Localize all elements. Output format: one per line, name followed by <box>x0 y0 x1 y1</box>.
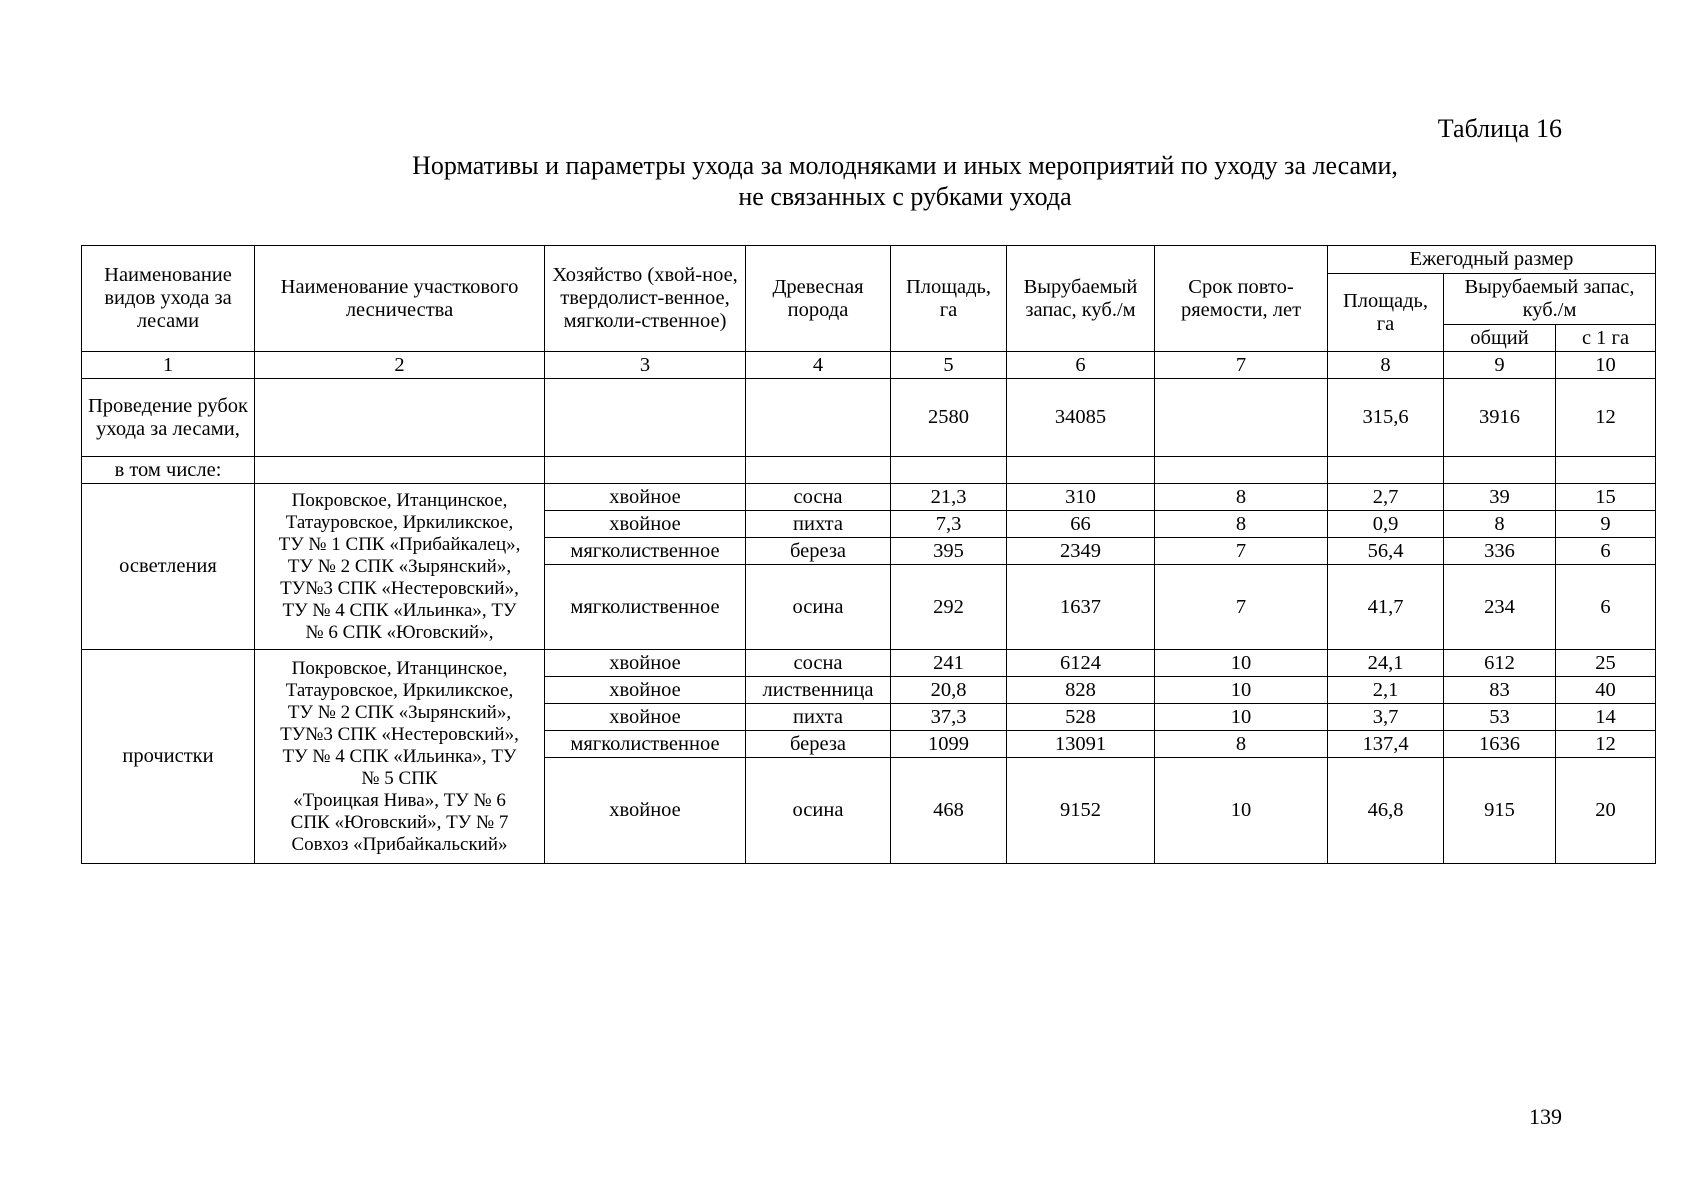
header-col3: Хозяйство (хвой-ное, твердолист-венное, мягколи-ственное) <box>545 246 746 352</box>
area: 37,3 <box>891 704 1007 731</box>
header-col4: Древесная порода <box>746 246 891 352</box>
forestry-list: Покровское, Итанцинское, Татауровское, Иркиликское, ТУ № 1 СПК «Прибайкалец», ТУ № 2 СПК «Зырянский», ТУ№3 СПК «Нестеровский», ТУ № 4 СПК «Ильинка», ТУ № 6 СПК «Юговский», <box>255 484 545 650</box>
period: 8 <box>1155 511 1328 538</box>
period: 7 <box>1155 538 1328 565</box>
area: 20,8 <box>891 677 1007 704</box>
farm-type: хвойное <box>545 704 746 731</box>
header-per-ha: с 1 га <box>1556 325 1656 352</box>
per-ha: 20 <box>1556 758 1656 864</box>
annual-area: 41,7 <box>1328 565 1444 650</box>
annual-area: 56,4 <box>1328 538 1444 565</box>
area: 21,3 <box>891 484 1007 511</box>
per-ha: 9 <box>1556 511 1656 538</box>
per-ha: 40 <box>1556 677 1656 704</box>
col-number: 1 <box>82 352 255 379</box>
annual-total: 8 <box>1444 511 1556 538</box>
header-col6: Вырубаемый запас, куб./м <box>1007 246 1155 352</box>
per-ha: 12 <box>1556 731 1656 758</box>
table-row <box>82 379 1656 457</box>
annual-total: 83 <box>1444 677 1556 704</box>
species: осина <box>746 758 891 864</box>
area: 7,3 <box>891 511 1007 538</box>
period: 10 <box>1155 677 1328 704</box>
header-col7: Срок повто-ряемости, лет <box>1155 246 1328 352</box>
table-row <box>82 484 1656 511</box>
period: 8 <box>1155 484 1328 511</box>
farm-type: хвойное <box>545 758 746 864</box>
stock: 9152 <box>1007 758 1155 864</box>
col-number: 2 <box>255 352 545 379</box>
col-number: 3 <box>545 352 746 379</box>
per-ha: 14 <box>1556 704 1656 731</box>
page-number: 139 <box>1529 1104 1562 1129</box>
table-row <box>82 650 1656 677</box>
col-number: 8 <box>1328 352 1444 379</box>
care-type: осветления <box>82 484 255 650</box>
area: 395 <box>891 538 1007 565</box>
stock: 828 <box>1007 677 1155 704</box>
period: 10 <box>1155 704 1328 731</box>
header-col2: Наименование участкового лесничества <box>255 246 545 352</box>
total-annual-area: 315,6 <box>1328 379 1444 457</box>
farm-type: хвойное <box>545 677 746 704</box>
period: 8 <box>1155 731 1328 758</box>
area: 241 <box>891 650 1007 677</box>
farm-type: хвойное <box>545 650 746 677</box>
species: береза <box>746 731 891 758</box>
species: лиственница <box>746 677 891 704</box>
area: 292 <box>891 565 1007 650</box>
stock: 310 <box>1007 484 1155 511</box>
col-number: 7 <box>1155 352 1328 379</box>
total-area: 2580 <box>891 379 1007 457</box>
area: 1099 <box>891 731 1007 758</box>
title-line: Нормативы и параметры ухода за молодняками и иных мероприятий по уходу за лесами, <box>412 151 1398 180</box>
area: 468 <box>891 758 1007 864</box>
per-ha: 6 <box>1556 538 1656 565</box>
per-ha: 6 <box>1556 565 1656 650</box>
col-number: 9 <box>1444 352 1556 379</box>
table-row <box>82 457 1656 484</box>
species: пихта <box>746 511 891 538</box>
header-col1: Наименование видов ухода за лесами <box>82 246 255 352</box>
forestry-list: Покровское, Итанцинское, Татауровское, Иркиликское, ТУ № 2 СПК «Зырянский», ТУ№3 СПК «Нестеровский», ТУ № 4 СПК «Ильинка», ТУ № 5 СПК «Троицкая Нива», ТУ № 6 СПК «Юговский», ТУ № 7 Совхоз «Прибайкальский» <box>255 650 545 864</box>
total-stock: 34085 <box>1007 379 1155 457</box>
period: 10 <box>1155 650 1328 677</box>
annual-area: 46,8 <box>1328 758 1444 864</box>
including-label: в том числе: <box>82 457 255 484</box>
farm-type: хвойное <box>545 511 746 538</box>
annual-area: 24,1 <box>1328 650 1444 677</box>
header-total: общий <box>1444 325 1556 352</box>
annual-total: 336 <box>1444 538 1556 565</box>
species: сосна <box>746 484 891 511</box>
annual-area: 2,1 <box>1328 677 1444 704</box>
stock: 13091 <box>1007 731 1155 758</box>
annual-total: 234 <box>1444 565 1556 650</box>
period: 10 <box>1155 758 1328 864</box>
period: 7 <box>1155 565 1328 650</box>
species: пихта <box>746 704 891 731</box>
total-row-name: Проведение рубок ухода за лесами, <box>82 379 255 457</box>
farm-type: мягколиственное <box>545 731 746 758</box>
header-annual: Ежегодный размер <box>1328 246 1656 274</box>
stock: 66 <box>1007 511 1155 538</box>
species: осина <box>746 565 891 650</box>
annual-area: 0,9 <box>1328 511 1444 538</box>
care-type: прочистки <box>82 650 255 864</box>
stock: 6124 <box>1007 650 1155 677</box>
annual-area: 137,4 <box>1328 731 1444 758</box>
farm-type: хвойное <box>545 484 746 511</box>
annual-area: 3,7 <box>1328 704 1444 731</box>
col-number: 6 <box>1007 352 1155 379</box>
total-annual-total: 3916 <box>1444 379 1556 457</box>
table-label: Таблица 16 <box>1437 114 1562 143</box>
annual-total: 612 <box>1444 650 1556 677</box>
forest-care-table <box>81 245 1656 864</box>
annual-total: 915 <box>1444 758 1556 864</box>
header-annual-area: Площадь, га <box>1328 274 1444 352</box>
total-per-ha: 12 <box>1556 379 1656 457</box>
col-number: 10 <box>1556 352 1656 379</box>
annual-total: 1636 <box>1444 731 1556 758</box>
annual-total: 53 <box>1444 704 1556 731</box>
col-number: 4 <box>746 352 891 379</box>
per-ha: 15 <box>1556 484 1656 511</box>
stock: 528 <box>1007 704 1155 731</box>
species: сосна <box>746 650 891 677</box>
farm-type: мягколиственное <box>545 538 746 565</box>
col-number: 5 <box>891 352 1007 379</box>
species: береза <box>746 538 891 565</box>
stock: 2349 <box>1007 538 1155 565</box>
farm-type: мягколиственное <box>545 565 746 650</box>
per-ha: 25 <box>1556 650 1656 677</box>
table-title <box>80 150 1698 212</box>
stock: 1637 <box>1007 565 1155 650</box>
header-annual-stock: Вырубаемый запас, куб./м <box>1444 274 1656 325</box>
annual-area: 2,7 <box>1328 484 1444 511</box>
title-line: не связанных с рубками ухода <box>738 182 1072 211</box>
annual-total: 39 <box>1444 484 1556 511</box>
header-col5: Площадь, га <box>891 246 1007 352</box>
